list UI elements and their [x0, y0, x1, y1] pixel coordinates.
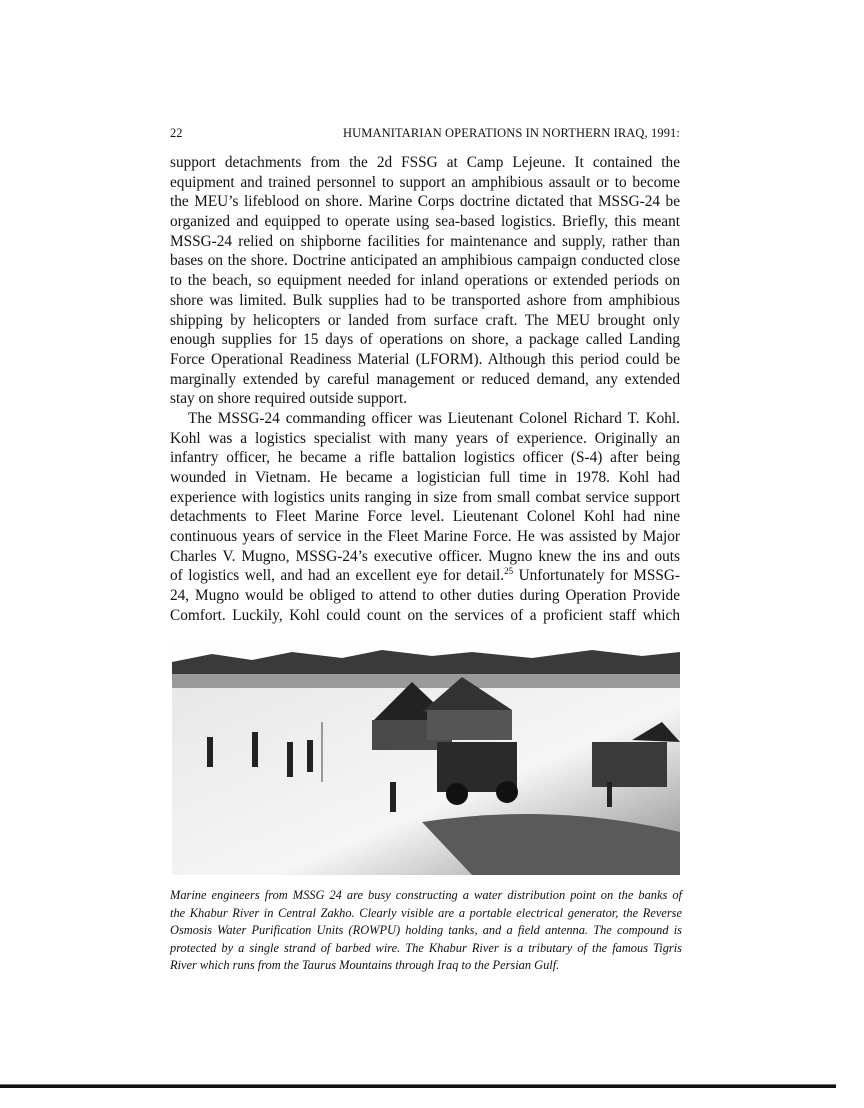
footnote-reference[interactable]: 25: [504, 566, 514, 577]
text-line: experience with logistics units ranging in size from small combat service support: [170, 488, 680, 506]
bottom-rule: [0, 1085, 836, 1088]
text-line: [170, 566, 680, 586]
text-line: organized and equipped to operate using sea-based logistics. Briefly, this meant: [170, 213, 680, 231]
text-line: The MSSG-24 commanding officer was Lieutenant Colonel Richard T. Kohl.: [188, 409, 680, 427]
text-line: Force Operational Readiness Material (LFORM). Although this period could be: [170, 350, 680, 368]
caption-line: protected by a single strand of barbed wire. The Khabur River is a tributary of the famous Tigris: [170, 940, 682, 955]
caption-line: Osmosis Water Purification Units (ROWPU) holding tanks, and a field antenna. The compound is: [170, 923, 682, 937]
text-line: wounded in Vietnam. He became a logistician full time in 1978. Kohl had: [170, 469, 680, 486]
text-line: shore was limited. Bulk supplies had to be transported ashore from amphibious: [170, 291, 680, 309]
text-line: infantry officer, he became a rifle battalion logistics officer (S-4) after being: [170, 449, 680, 467]
text-line: shipping by helicopters or landed from surface craft. The MEU brought only: [170, 311, 680, 329]
photo-water-distribution-point: [172, 632, 680, 875]
text-line: detachments to Fleet Marine Force level. Lieutenant Colonel Kohl had nine: [170, 508, 680, 526]
text-line: continuous years of service in the Fleet Marine Force. He was assisted by Major: [170, 528, 680, 546]
text-line: MSSG-24 relied on shipborne facilities for maintenance and supply, rather than: [170, 232, 680, 250]
text-line: Comfort. Luckily, Kohl could count on the services of a proficient staff which: [170, 606, 680, 624]
text-line: marginally extended by careful management or reduced demand, any extended: [170, 370, 680, 388]
text-line: to the beach, so equipment needed for inland operations or extended periods on: [170, 272, 680, 290]
text-segment: of logistics well, and had an excellent eye for detail.: [170, 567, 505, 585]
running-title: HUMANITARIAN OPERATIONS IN NORTHERN IRAQ, 1991:: [343, 126, 680, 140]
text-line: stay on shore required outside support.: [170, 390, 408, 408]
caption-line: River which runs from the Taurus Mountains through Iraq to the Persian Gulf.: [170, 958, 560, 972]
text-segment: Unfortunately for MSSG-: [513, 567, 680, 585]
text-line: bases on the shore. Doctrine anticipated an amphibious campaign conducted close: [170, 252, 680, 270]
caption-line: Marine engineers from MSSG 24 are busy constructing a water distribution point on the banks of: [170, 888, 682, 902]
text-line: Charles V. Mugno, MSSG-24’s executive officer. Mugno knew the ins and outs: [170, 547, 680, 565]
text-line: Kohl was a logistics specialist with many years of experience. Originally an: [170, 429, 680, 447]
photo-caption: [170, 887, 682, 975]
text-line: 24, Mugno would be obliged to attend to other duties during Operation Provide: [170, 587, 680, 605]
text-line: the MEU’s lifeblood on shore. Marine Corps doctrine dictated that MSSG-24 be: [170, 193, 680, 211]
page-number: 22: [170, 126, 183, 140]
text-line: support detachments from the 2d FSSG at Camp Lejeune. It contained the: [170, 154, 680, 171]
text-line: enough supplies for 15 days of operations on shore, a package called Landing: [170, 331, 680, 349]
body-text: [170, 153, 680, 626]
text-line: equipment and trained personnel to support an amphibious assault or to become: [170, 173, 680, 191]
caption-line: the Khabur River in Central Zakho. Clearly visible are a portable electrical generator, the Reverse: [170, 905, 682, 920]
